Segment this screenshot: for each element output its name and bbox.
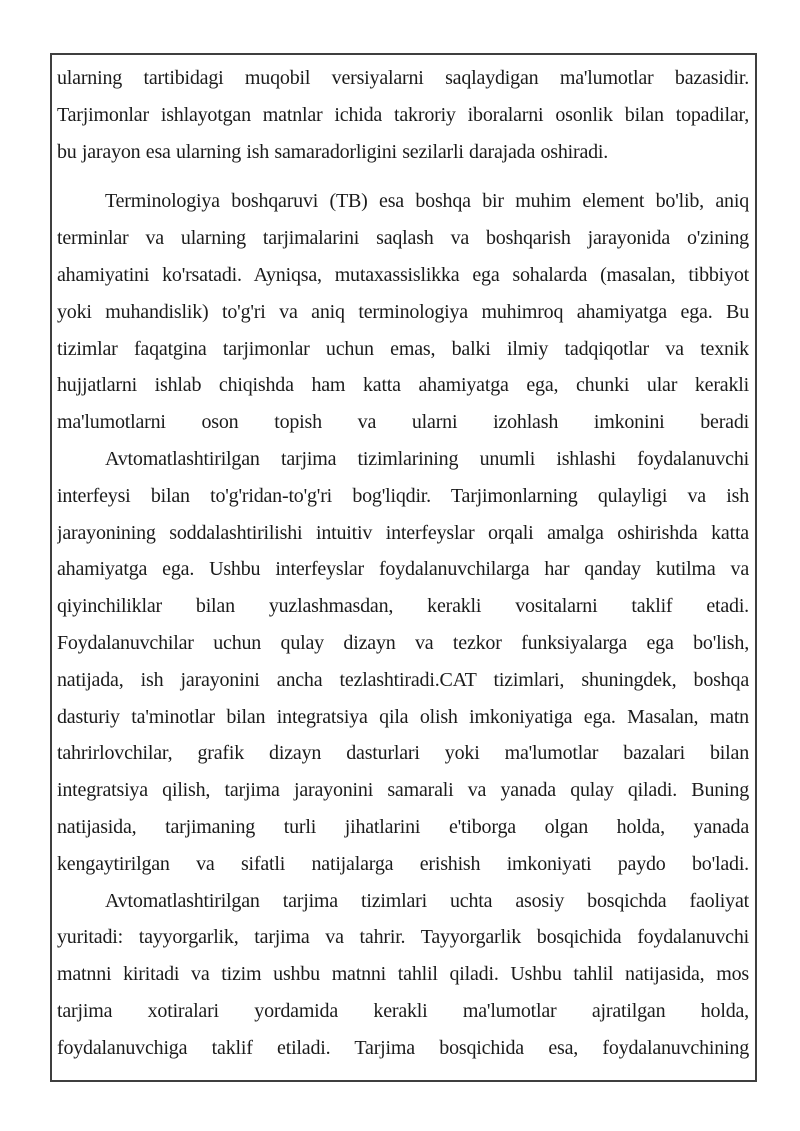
text-line: Terminologiya boshqaruvi (TB) esa boshqa bir muhim element bo'lib, aniq bbox=[105, 190, 749, 213]
text-line: hujjatlarni ishlab chiqishda ham katta ahamiyatga ega, chunki ular kerakli bbox=[57, 374, 749, 397]
text-line: Foydalanuvchilar uchun qulay dizayn va tezkor funksiyalarga ega bo'lish, bbox=[57, 631, 749, 654]
paragraph bbox=[57, 183, 749, 441]
text-line: ahamiyatga ega. Ushbu interfeyslar foydalanuvchilarga har qanday kutilma va bbox=[57, 558, 749, 581]
text-line: tarjima xotiralari yordamida kerakli ma'lumotlar ajratilgan holda, bbox=[57, 999, 749, 1022]
text-line: tizimlar faqatgina tarjimonlar uchun emas, balki ilmiy tadqiqotlar va texnik bbox=[57, 337, 749, 360]
text-line: ma'lumotlarni oson topish va ularni izohlash imkonini beradi bbox=[57, 411, 749, 434]
text-line: jarayonining soddalashtirilishi intuitiv interfeyslar orqali amalga oshirishda katta bbox=[57, 521, 749, 544]
text-line: ularning tartibidagi muqobil versiyalarni saqlaydigan ma'lumotlar bazasidir. bbox=[57, 67, 749, 89]
text-line: foydalanuvchiga taklif etiladi. Tarjima bosqichida esa, foydalanuvchining bbox=[57, 1036, 749, 1059]
text-line: terminlar va ularning tarjimalarini saqlash va boshqarish jarayonida o'zining bbox=[57, 227, 749, 250]
text-line: Avtomatlashtirilgan tarjima tizimlarining unumli ishlashi foydalanuvchi bbox=[105, 447, 749, 470]
text-line: matnni kiritadi va tizim ushbu matnni tahlil qiladi. Ushbu tahlil natijasida, mos bbox=[57, 963, 749, 986]
text-line: ahamiyatini ko'rsatadi. Ayniqsa, mutaxassislikka ega sohalarda (masalan, tibbiyot bbox=[57, 263, 749, 286]
text-line: bu jarayon esa ularning ish samaradorligini sezilarli darajada oshiradi. bbox=[57, 140, 609, 163]
page-frame bbox=[50, 53, 757, 1082]
text-line: interfeysi bilan to'g'ridan-to'g'ri bog'liqdir. Tarjimonlarning qulayligi va ish bbox=[57, 484, 749, 507]
paragraph bbox=[57, 883, 749, 1067]
text-line: dasturiy ta'minotlar bilan integratsiya qila olish imkoniyatiga ega. Masalan, matn bbox=[57, 705, 749, 728]
text-line: Avtomatlashtirilgan tarjima tizimlari uchta asosiy bosqichda faoliyat bbox=[105, 889, 749, 912]
text-line: Tarjimonlar ishlayotgan matnlar ichida takroriy iboralarni osonlik bilan topadilar, bbox=[57, 103, 749, 126]
text-line: integratsiya qilish, tarjima jarayonini samarali va yanada qulay qiladi. Buning bbox=[57, 779, 749, 802]
text-line: kengaytirilgan va sifatli natijalarga erishish imkoniyati paydo bo'ladi. bbox=[57, 852, 749, 875]
text-line: yuritadi: tayyorgarlik, tarjima va tahrir. Tayyorgarlik bosqichida foydalanuvchi bbox=[57, 926, 749, 949]
text-line: qiyinchiliklar bilan yuzlashmasdan, kerakli vositalarni taklif etadi. bbox=[57, 595, 749, 618]
paragraph bbox=[57, 441, 749, 883]
text-line: natijada, ish jarayonini ancha tezlashtiradi.CAT tizimlari, shuningdek, boshqa bbox=[57, 668, 749, 691]
document-text bbox=[57, 60, 749, 1067]
text-line: tahrirlovchilar, grafik dizayn dasturlari yoki ma'lumotlar bazalari bilan bbox=[57, 742, 749, 765]
text-line: natijasida, tarjimaning turli jihatlarini e'tiborga olgan holda, yanada bbox=[57, 815, 749, 838]
text-line: yoki muhandislik) to'g'ri va aniq terminologiya muhimroq ahamiyatga ega. Bu bbox=[57, 300, 749, 323]
paragraph bbox=[57, 60, 749, 170]
